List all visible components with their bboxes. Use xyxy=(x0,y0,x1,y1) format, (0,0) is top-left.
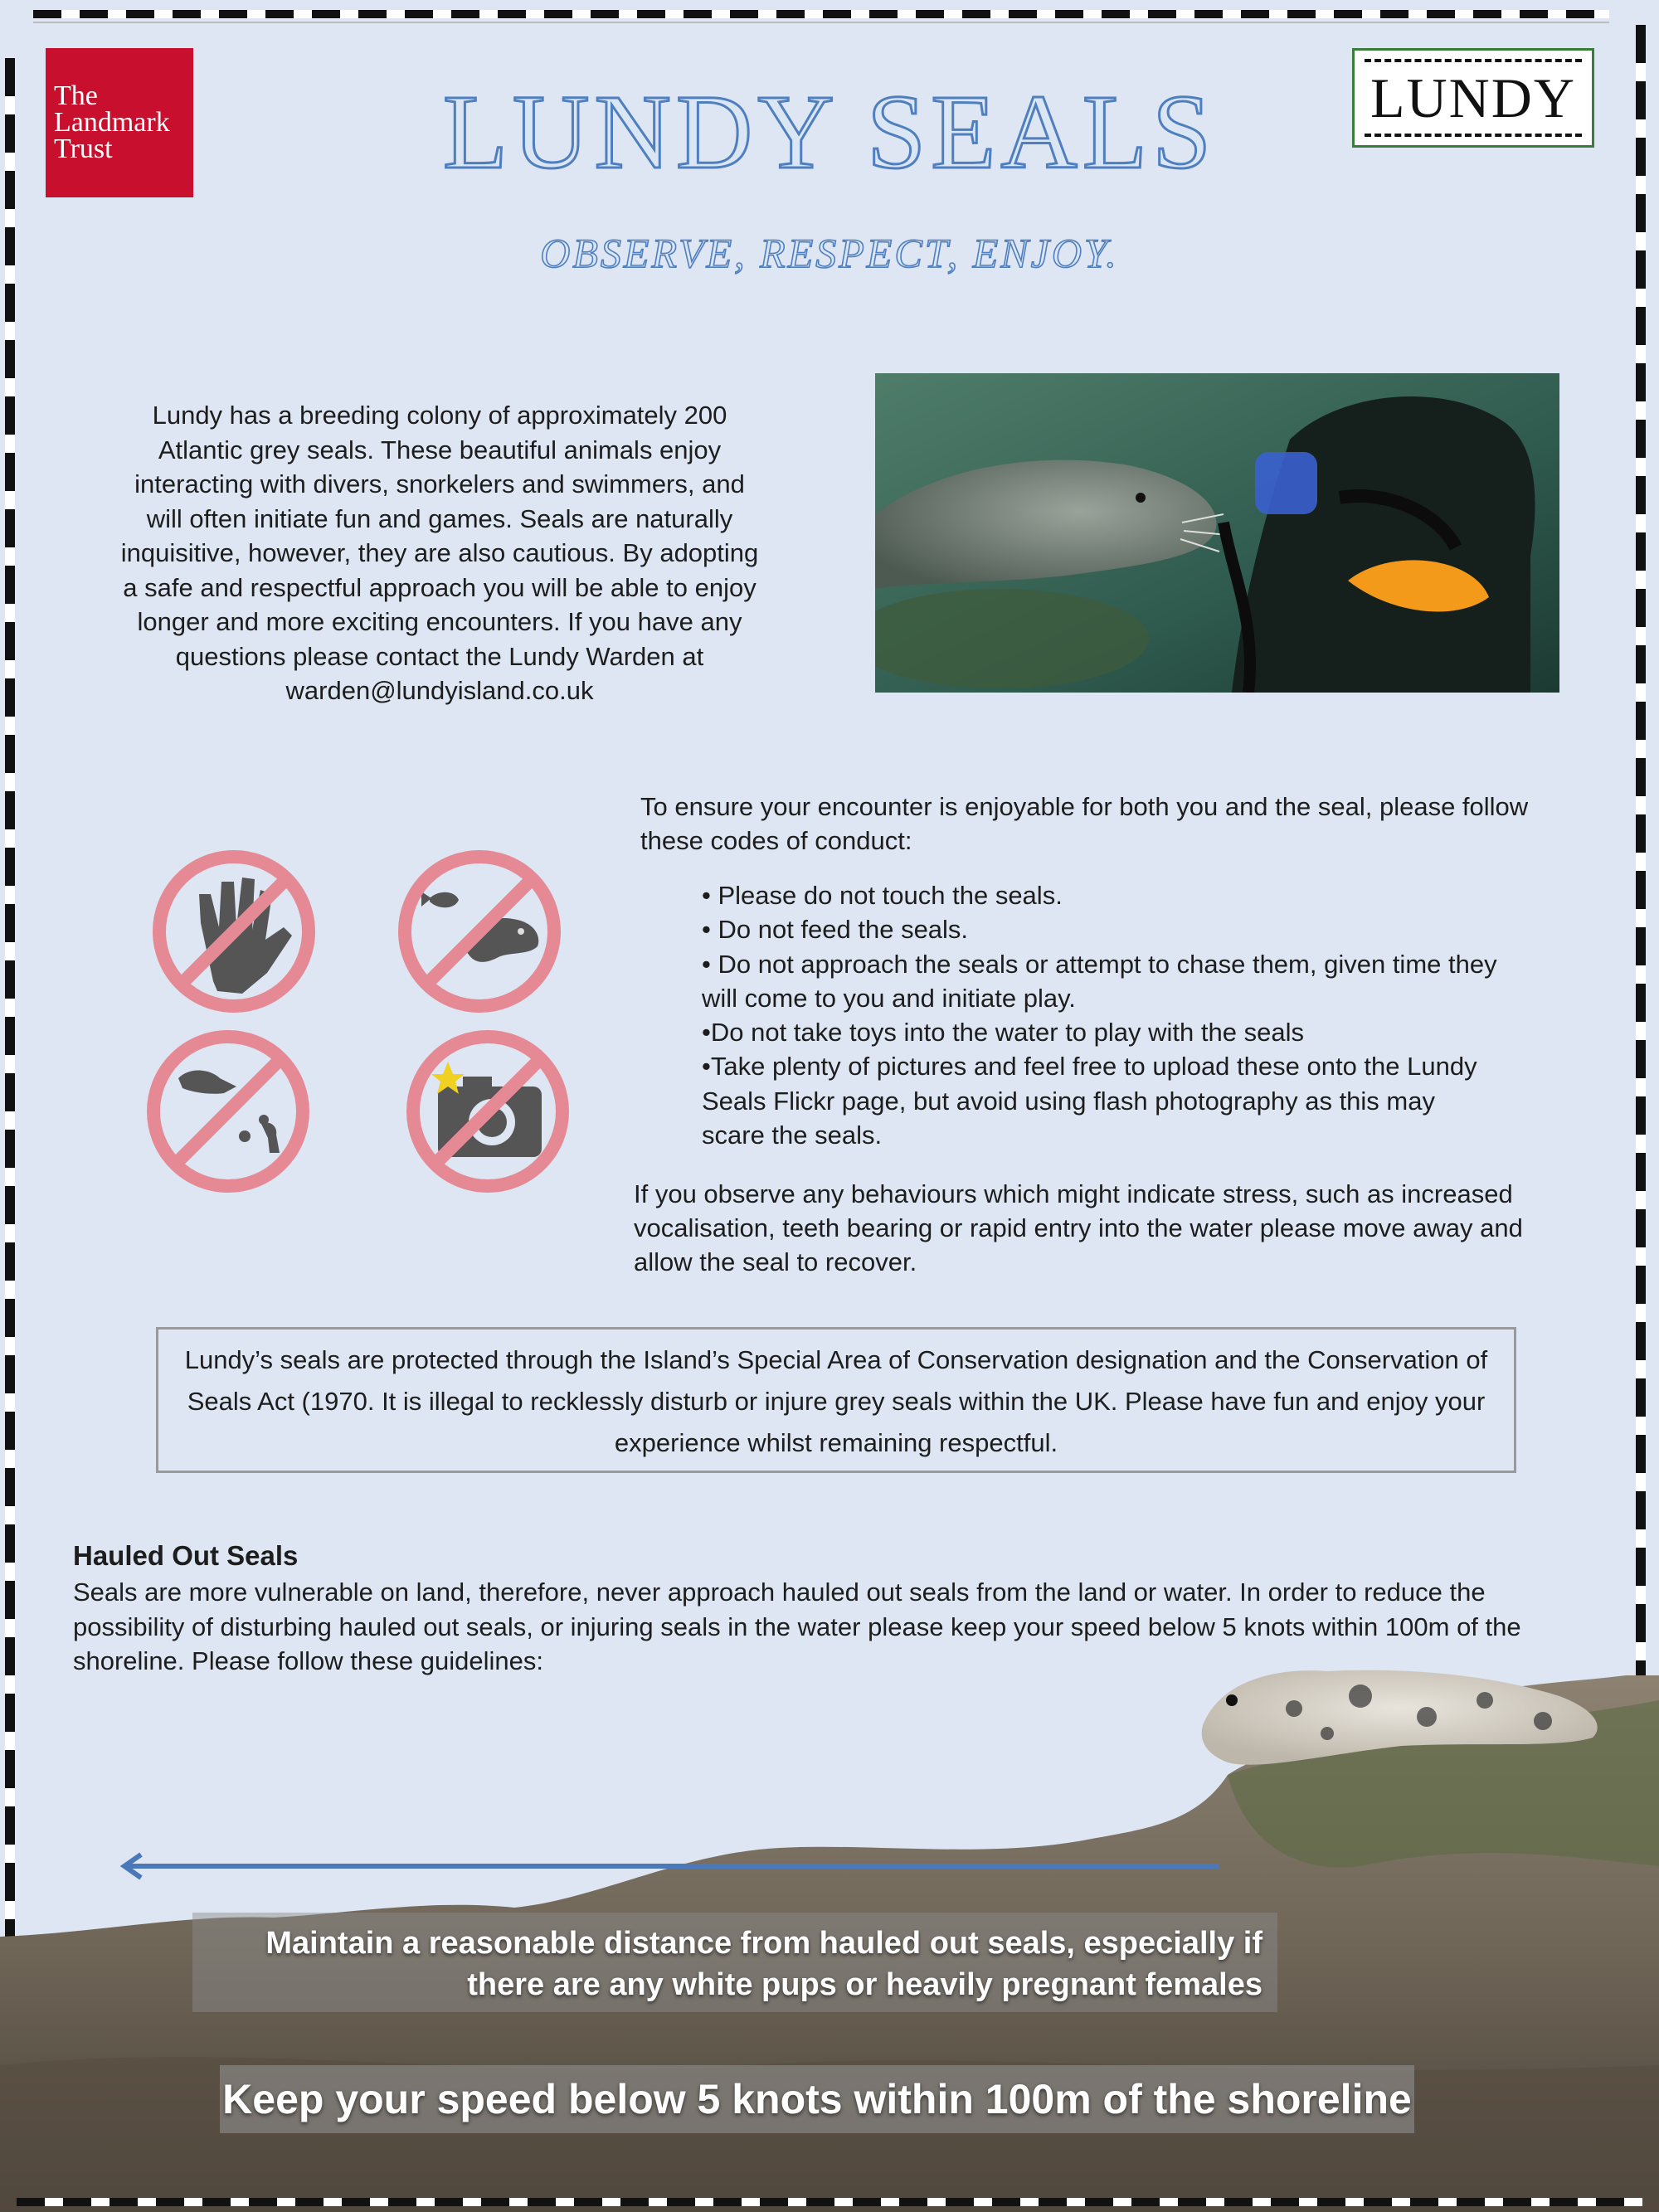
landmark-trust-logo xyxy=(46,48,193,197)
lundy-logo-word: LUNDY xyxy=(1370,66,1576,129)
intro-paragraph: Lundy has a breeding colony of approximately 200 Atlantic grey seals. These beautiful animals enjoy interacting with divers, snorkelers and swimmers, and will often initiate fun and games. Seals are naturally inquisitive, however, they are also cautious. By adopting a safe and respectful approach you will be able to enjoy longer and more exciting encounters. If you have any questions please contact the Lundy Warden at warden@lundyisland.co.uk xyxy=(120,401,759,705)
conduct-intro: To ensure your encounter is enjoyable for both you and the seal, please follow these codes of conduct: xyxy=(640,792,1529,855)
diver-seal-photo xyxy=(875,373,1559,693)
speed-banner xyxy=(220,2065,1414,2133)
stress-paragraph: If you observe any behaviours which might indicate stress, such as increased vocalisation, teeth bearing or rapid entry into the water please move away and allow the seal to recover. xyxy=(634,1179,1523,1276)
list-item: •Take plenty of pictures and feel free to upload these onto the Lundy Seals Flickr page, but avoid using flash photography as this may scare the seals. xyxy=(702,1052,1477,1150)
logo-line-2: Landmark xyxy=(54,107,170,138)
top-dashed-border xyxy=(33,10,1609,18)
page-subtitle: OBSERVE, RESPECT, ENJOY. xyxy=(540,230,1119,276)
list-item: •Do not take toys into the water to play with the seals xyxy=(702,1018,1304,1048)
top-border-rule xyxy=(33,22,1609,23)
no-touch-icon xyxy=(151,848,317,1014)
list-item: • Do not approach the seals or attempt to chase them, given time they will come to you and initiate play. xyxy=(702,949,1497,1013)
logo-line-1: The xyxy=(54,80,98,111)
no-chasing-icon xyxy=(145,1028,311,1194)
hauled-out-paragraph: Seals are more vulnerable on land, therefore, never approach hauled out seals from the land or water. In order to reduce the possibility of disturbing hauled out seals, or injuring seals in the water please keep your speed below 5 knots within 100m of the shoreline. Please follow these guidelines: xyxy=(73,1578,1521,1675)
hauled-out-heading: Hauled Out Seals xyxy=(73,1540,299,1571)
speed-banner-text: Keep your speed below 5 knots within 100m of the shoreline xyxy=(222,2076,1412,2122)
bottom-dashed-border xyxy=(17,2198,1642,2206)
legal-notice-text: Lundy’s seals are protected through the Island’s Special Area of Conservation designation and the Conservation of Seals Act (1970. It is illegal to recklessly disturb or injure grey seals within the UK. Please have fun and enjoy your experience whilst remaining respectful. xyxy=(184,1345,1488,1457)
distance-banner: Maintain a reasonable distance from hauled out seals, especially if there are any white pups or heavily pregnant females xyxy=(265,1926,1262,2002)
list-item: • Please do not touch the seals. xyxy=(702,881,1063,910)
page-title: LUNDY SEALS xyxy=(442,73,1217,191)
diver-seal-illustration xyxy=(875,373,1559,693)
logo-line-3: Trust xyxy=(54,134,113,164)
legal-notice xyxy=(156,1327,1516,1473)
distance-arrow-icon xyxy=(116,1850,1219,1883)
conduct-list xyxy=(702,878,1498,1152)
no-feeding-icon xyxy=(397,848,562,1014)
list-item: • Do not feed the seals. xyxy=(702,915,969,945)
no-flash-icon xyxy=(405,1028,571,1194)
